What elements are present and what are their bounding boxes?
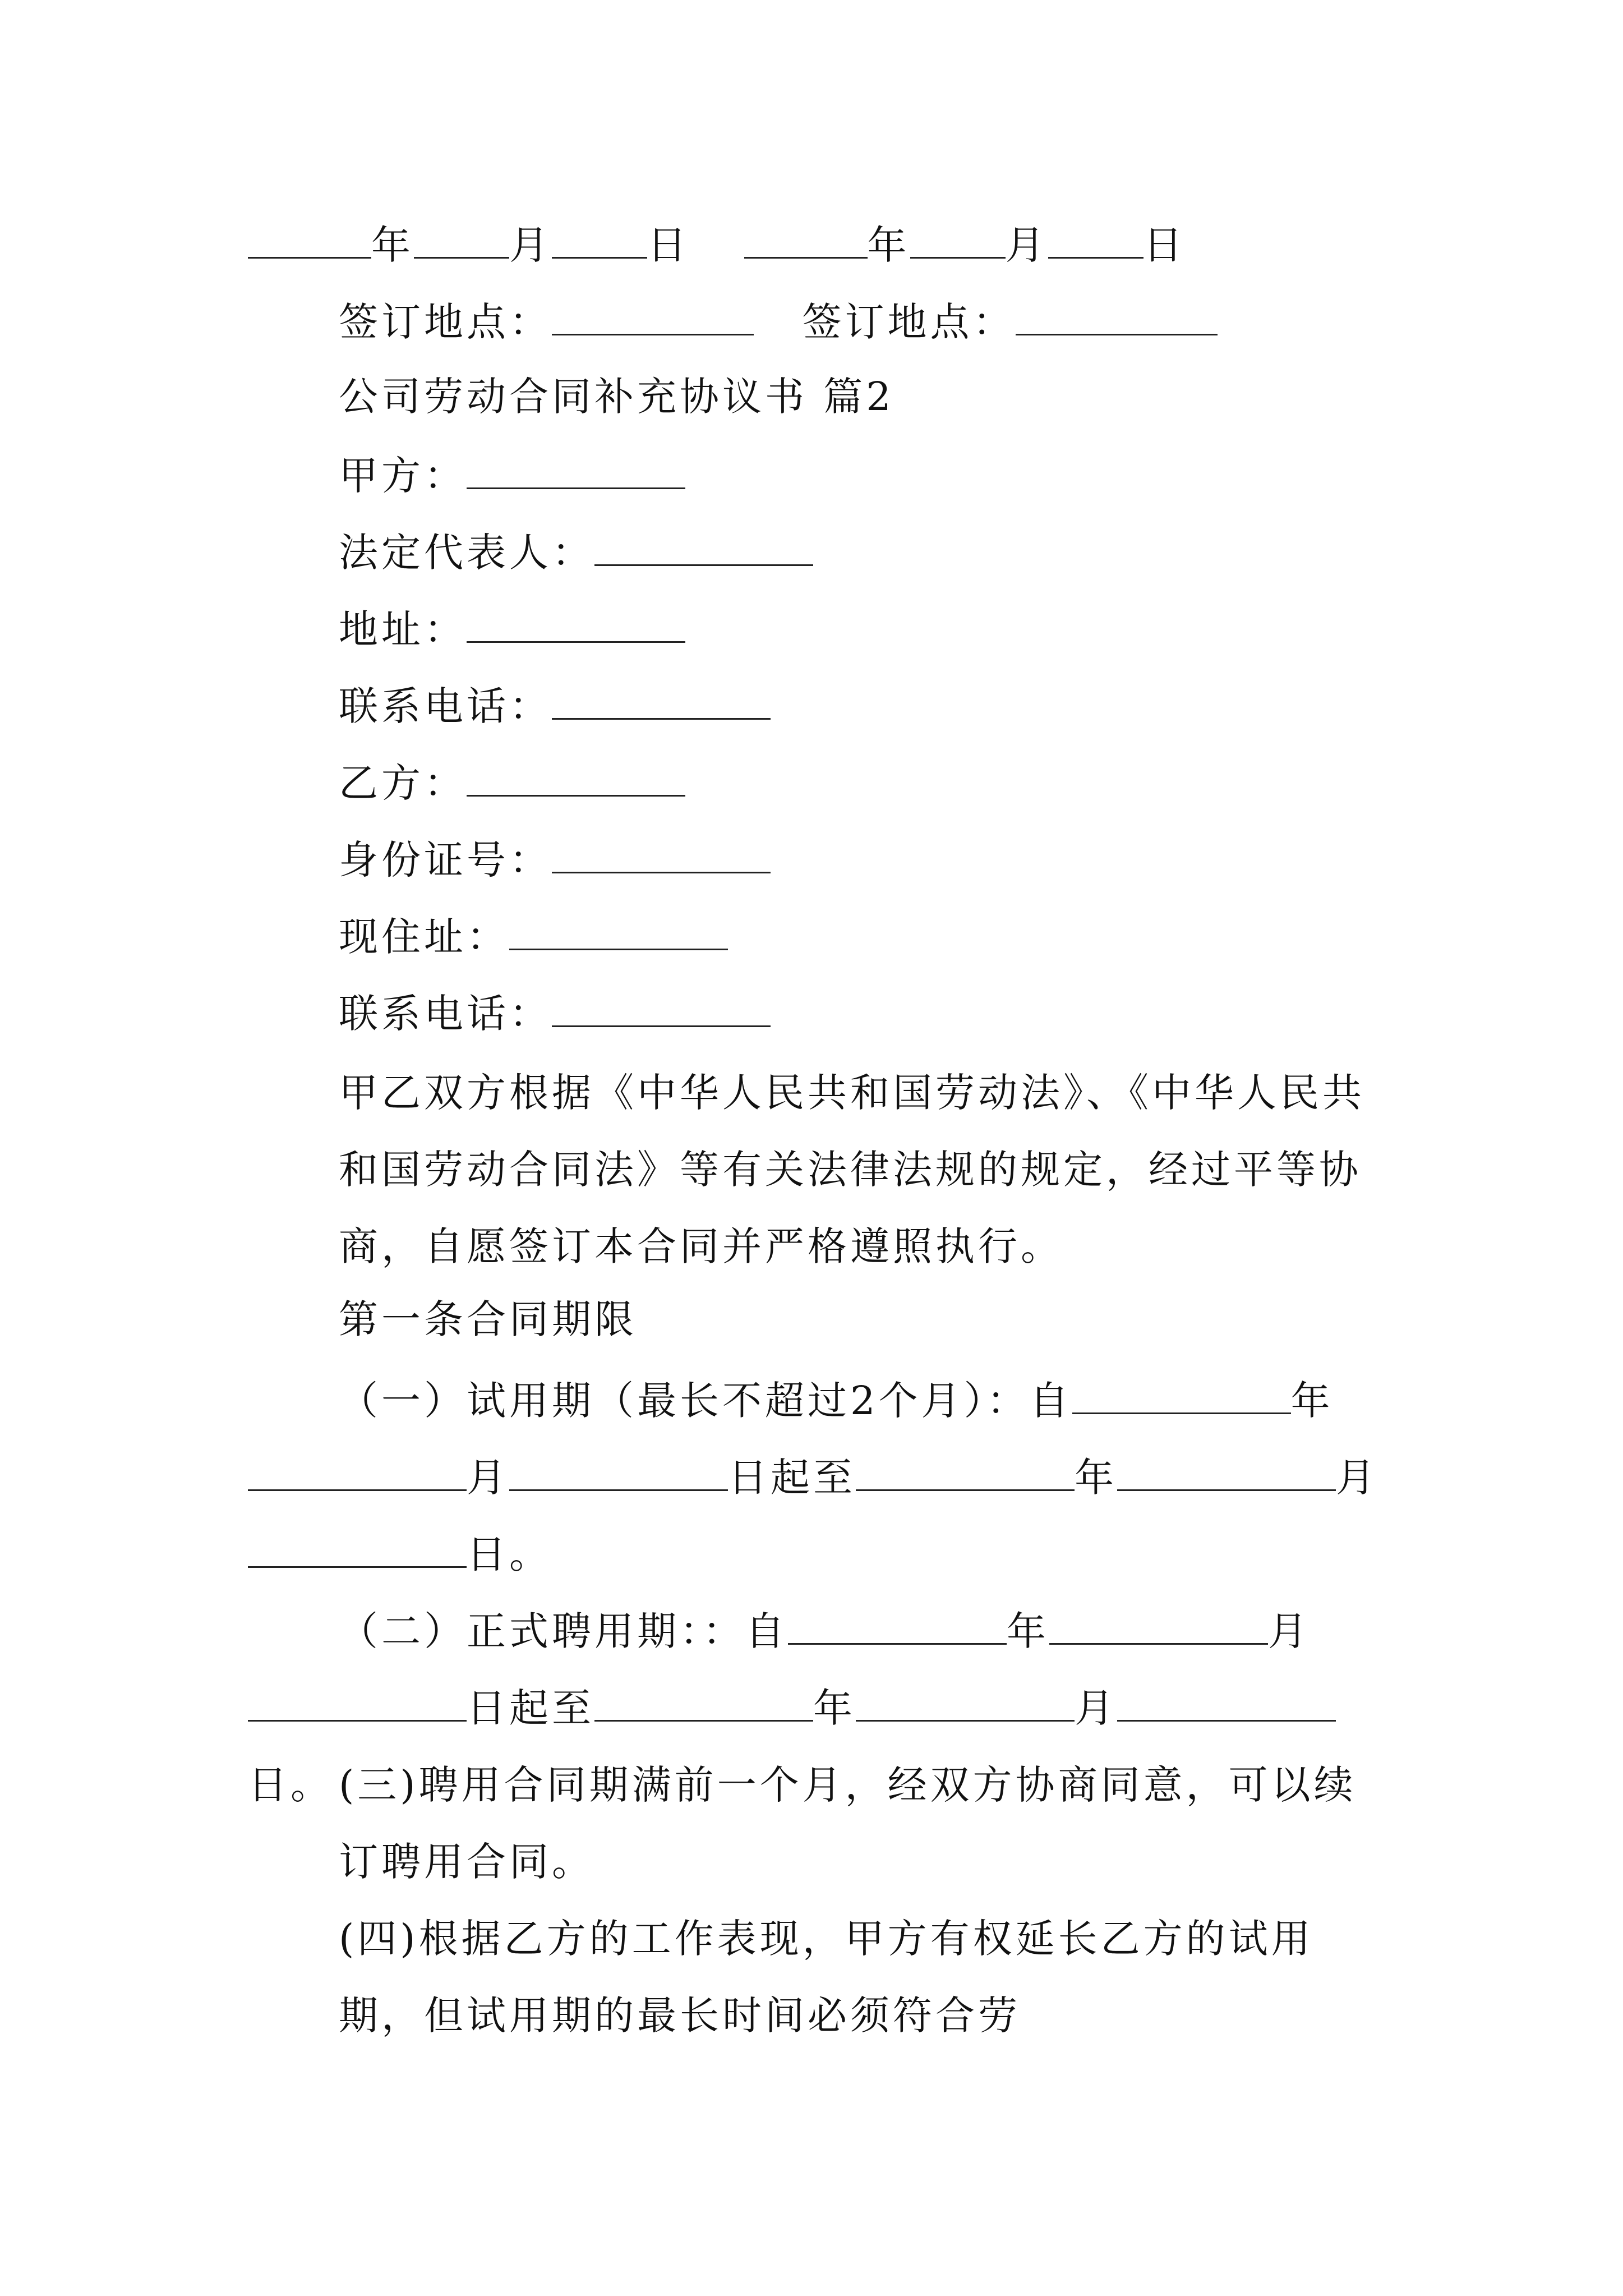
year-blank[interactable] [248,223,371,259]
party-b-phone-label: 联系电话： [339,991,552,1037]
month-blank-2[interactable] [910,223,1006,259]
sign-place-label: 签订地点： [339,299,552,345]
party-a-blank[interactable] [467,454,685,489]
party-a-phone-line [339,683,1488,729]
trial-period-item [248,1363,1398,1593]
formal-month2-label: 月 [1075,1685,1117,1731]
section-heading: 公司劳动合同补充协议书 篇2 [339,374,895,420]
trial-month2-label: 月 [1336,1455,1378,1501]
id-number-label: 身份证号： [339,837,552,883]
trial-year2-blank[interactable] [856,1456,1075,1491]
renewal-text: (三)聘用合同期满前一个月，经双方协商同意，可以续订聘用合同。 [339,1762,1357,1885]
sign-place-line [339,299,1488,345]
formal-year-label: 年 [1007,1608,1049,1654]
extension-item [248,1901,1398,2054]
formal-year-blank[interactable] [788,1609,1007,1645]
party-b-blank[interactable] [467,761,685,797]
year-blank-2[interactable] [744,223,868,259]
trial-month-blank[interactable] [248,1456,467,1491]
party-a-phone-label: 联系电话： [339,683,552,729]
id-number-blank[interactable] [552,838,771,873]
year-label-2: 年 [867,222,910,268]
day-blank-2[interactable] [1048,223,1144,259]
article-1-title: 第一条合同期限 [339,1296,637,1342]
intro-paragraph [248,1055,1398,1285]
party-b-line [339,760,1488,806]
formal-period-prefix: （二）正式聘用期：：自 [339,1608,788,1654]
formal-day-blank[interactable] [248,1686,467,1722]
party-b-address-label: 现住址： [339,914,509,960]
party-a-address-blank[interactable] [467,608,685,643]
trial-day-blank[interactable] [509,1456,728,1491]
sign-place-blank[interactable] [552,300,754,335]
intro-text: 甲乙双方根据《中华人民共和国劳动法》、《中华人民共和国劳动合同法》等有关法律法规的规定，经过平等协商，自愿签订本合同并严格遵照执行。 [339,1070,1365,1269]
month-label-2: 月 [1005,222,1048,268]
id-number-line [339,837,1488,883]
formal-day-from-label: 日起至 [467,1685,594,1731]
year-label: 年 [371,222,414,268]
party-a-phone-blank[interactable] [552,684,771,720]
formal-month-label: 月 [1268,1608,1311,1654]
legal-rep-label: 法定代表人： [339,530,594,576]
legal-rep-line [339,530,1488,576]
party-b-phone-blank[interactable] [552,992,771,1027]
formal-day2-label: 日。 [248,1762,333,1808]
trial-period-prefix: （一）试用期（最长不超过2个月）：自 [339,1378,1072,1424]
sign-place-label-2: 签订地点： [802,299,1016,345]
formal-day2-blank[interactable] [1117,1686,1336,1722]
trial-day-from-label: 日起至 [728,1455,856,1501]
sign-place-blank-2[interactable] [1016,300,1218,335]
trial-day2-blank[interactable] [248,1533,467,1568]
trial-year-label: 年 [1290,1378,1334,1424]
party-b-address-blank[interactable] [509,915,728,950]
day-label: 日 [647,222,690,268]
day-blank[interactable] [552,223,647,259]
trial-month2-blank[interactable] [1117,1456,1336,1491]
trial-month-label: 月 [467,1455,509,1501]
date-line [248,222,1398,268]
party-a-address-line [339,606,1488,652]
party-a-line [339,453,1488,499]
formal-month-blank[interactable] [1049,1609,1268,1645]
month-blank[interactable] [414,223,509,259]
party-b-address-line [339,914,1488,960]
party-a-address-label: 地址： [339,606,467,652]
formal-year2-label: 年 [813,1685,856,1731]
extension-text: (四)根据乙方的工作表现，甲方有权延长乙方的试用期，但试用期的最长时间必须符合劳 [339,1916,1314,2039]
renewal-item [248,1747,1398,1901]
formal-year2-blank[interactable] [594,1686,813,1722]
legal-rep-blank[interactable] [594,531,813,566]
party-b-phone-line [339,991,1488,1037]
formal-month2-blank[interactable] [856,1686,1075,1722]
trial-year-blank[interactable] [1072,1379,1291,1414]
party-b-label: 乙方： [339,760,467,806]
party-a-label: 甲方： [339,453,467,499]
day-label-2: 日 [1143,222,1186,268]
month-label: 月 [509,222,552,268]
trial-day2-label: 日。 [467,1531,552,1577]
trial-year2-label: 年 [1075,1455,1117,1501]
